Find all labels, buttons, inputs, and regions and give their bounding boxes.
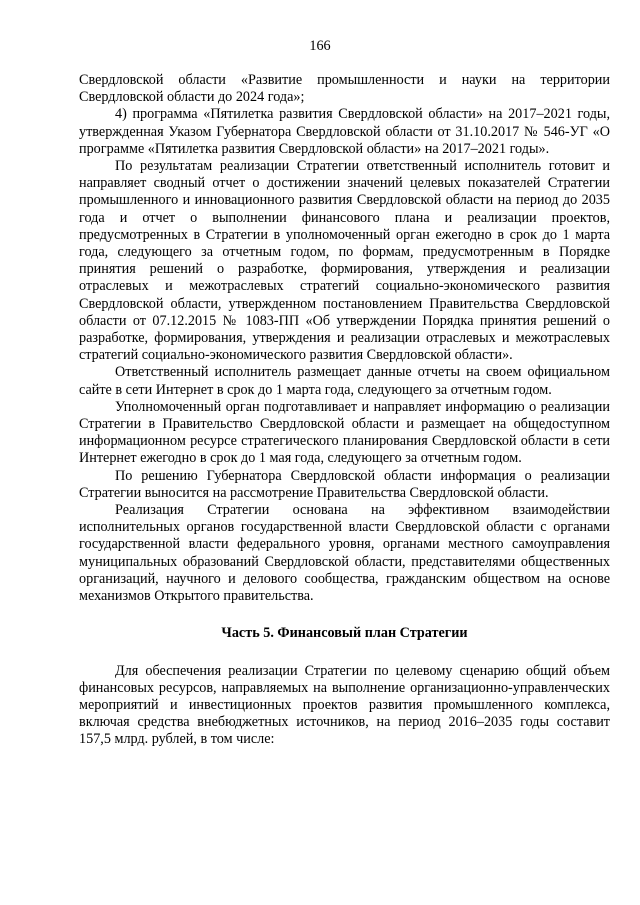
paragraph-program-continuation: Свердловской области «Развитие промышленности и науки на территории Свердловской области до 2024 года»; xyxy=(79,72,610,106)
paragraph-interaction: Реализация Стратегии основана на эффективном взаимодействии исполнительных органов государственной власти Свердловской области с органами государственной власти федерального уровня, органами местного самоуправления муниципальных образований Свердловской области, представителями общественных организаций, научного и делового сообщества, гражданским обществом на основе механизмов Открытого правительства. xyxy=(79,502,610,605)
spacer xyxy=(79,605,610,625)
paragraph-governor-decision: По решению Губернатора Свердловской области информация о реализации Стратегии выносится на рассмотрение Правительства Свердловской области. xyxy=(79,467,610,501)
paragraph-financial-plan: Для обеспечения реализации Стратегии по целевому сценарию общий объем финансовых ресурсов, направляемых на выполнение организационно-управленческих мероприятий и инвестиционных проектов развития промышленного комплекса, включая средства внебюджетных источников, на период 2016–2035 годы составит 157,5 млрд. рублей, в том числе: xyxy=(79,662,610,748)
page-number: 166 xyxy=(309,38,331,54)
document-body xyxy=(79,72,610,749)
spacer xyxy=(79,643,610,663)
paragraph-program-4: 4) программа «Пятилетка развития Свердловской области» на 2017–2021 годы, утвержденная Указом Губернатора Свердловской области от 31.10.2017 № 546-УГ «О программе «Пятилетка развития Свердловской области» на 2017–2021 годы». xyxy=(79,106,610,157)
paragraph-reporting: По результатам реализации Стратегии ответственный исполнитель готовит и направляет сводный отчет о достижении значений целевых показателей Стратегии промышленного и инновационного развития Свердловской области на период до 2035 года и отчет о выполнении финансового плана и реализации проектов, предусмотренных в Стратегии в уполномоченный орган ежегодно в срок до 1 марта года, следующего за отчетным годом, по формам, предусмотренным в Порядке принятия решений о разработке, формирования, утверждения и реализации отраслевых и межотраслевых стратегий социально-экономического развития Свердловской области, утвержденном постановлением Правительства Свердловской области от 07.12.2015 № 1083-ПП «Об утверждении Порядка принятия решений о разработке, формирования, утверждения и реализации отраслевых и межотраслевых стратегий социально-экономического развития Свердловской области». xyxy=(79,158,610,364)
paragraph-publishing: Ответственный исполнитель размещает данные отчеты на своем официальном сайте в сети Интернет в срок до 1 марта года, следующего за отчетным годом. xyxy=(79,364,610,398)
paragraph-authorized-body: Уполномоченный орган подготавливает и направляет информацию о реализации Стратегии в Правительство Свердловской области и размещает на общедоступном информационном ресурсе стратегического планирования Свердловской области в сети Интернет ежегодно в срок до 1 мая года, следующего за отчетным годом. xyxy=(79,398,610,467)
section-heading: Часть 5. Финансовый план Стратегии xyxy=(221,625,468,642)
